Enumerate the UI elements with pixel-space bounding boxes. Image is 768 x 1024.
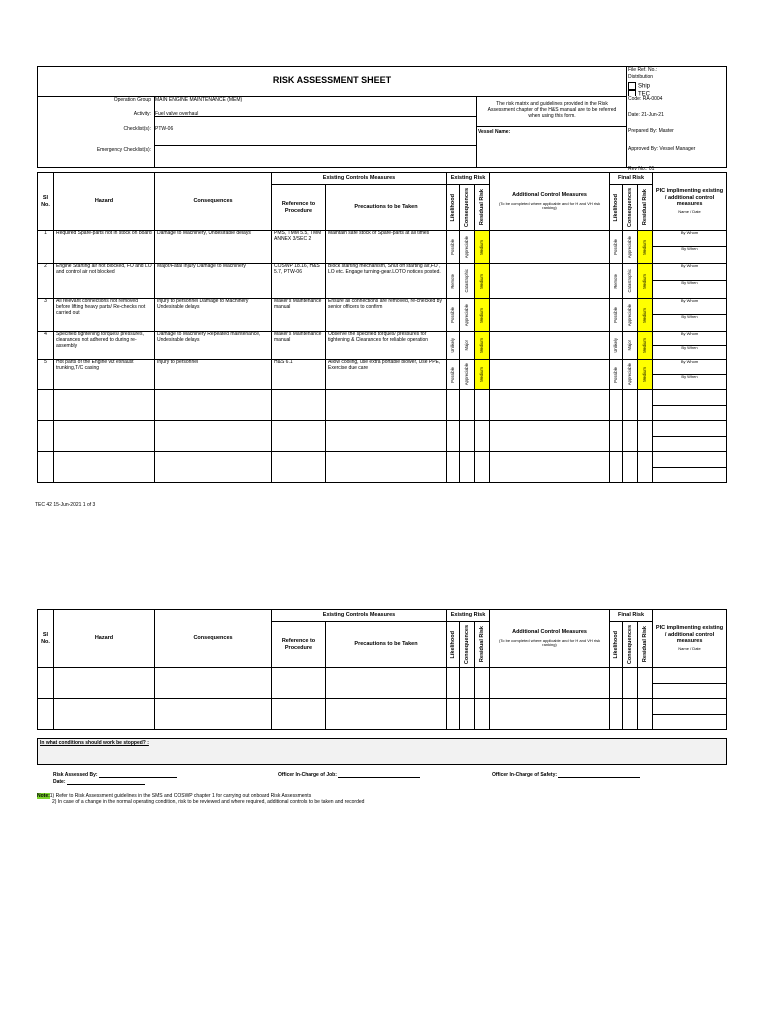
additional-controls-header: Additional Control Measures (To be completed where applicable and for H and VH risk ranking) xyxy=(490,173,610,231)
pic-header: PIC implimenting existing / additional control measures Name / Date xyxy=(653,610,727,668)
dist-ship[interactable]: Ship xyxy=(628,82,650,90)
risk-assessed-by: Risk Assessed By: xyxy=(53,771,177,778)
table-row: 3 All relevant connections not removed before lifting heavy parts/ Re-checks not carried out Injury to personnel Damage to Machinery Undesirable delays Maker's Maintenance manual Ensure all connections are removed, re-checked by senior officers to confirm Possible Appreciable Medium Possible Appreciable Medium By Whom By When xyxy=(38,299,727,332)
table-row: 1 Required Spare-parts not in stock on board Damage to Machinery, Undesirable delays PMS, TMM 5.5, TMM ANNEX 3/SEC 2 Maintain safe stock of Spare-parts at all times Possible Appreciable Medium Possible Appreciable Medium By Whom By When xyxy=(38,231,727,264)
operation-group-label: Operation Group xyxy=(113,97,151,103)
precautions-header: Precautions to be Taken xyxy=(326,622,447,668)
operation-group-value: MAIN ENGINE MAINTENANCE (MEM) xyxy=(155,97,243,103)
vessel-name-label: Vessel Name: xyxy=(478,129,511,135)
file-ref: File Ref. No.: xyxy=(628,67,658,73)
ship-checkbox[interactable] xyxy=(628,82,636,90)
note-1: 1) Refer to Risk Assessment guidelines in the SMS and COSWP chapter 1 for carrying out onboard Risk Assessments xyxy=(49,793,312,799)
pic-header: PIC implimenting existing / additional control measures Name / Date xyxy=(653,173,727,231)
final-residual-header: Residual Risk xyxy=(638,185,653,231)
guideline-note: The risk matrix and guidelines provided in the Risk Assessment chapter of the H&S manual are to be referred when using this form. xyxy=(487,101,617,119)
existing-risk-header: Existing Risk xyxy=(447,610,490,622)
table-row: 2 Engine Starting air not blocked, FO and LO and control air not blocked Major/Fatal Injury Damage to Machinery COSWP 18.16, H&S 5.7, PTW-06 Block starting mechanism, Shut off starting air,FO , LO etc. Engage turning-gear.LOTO notices posted. Remote Catastrophic Medium Remote Catastrophic Medium By Whom By When xyxy=(38,264,727,299)
sl-no-header: Sl No. xyxy=(38,610,54,668)
risk-table-continued: Sl No. Hazard Consequences Existing Controls Measures Existing Risk Additional Control Measures (To be completed where applicable and for H and VH risk ranking) Final Risk PIC implimenting existing / additional control measures Name / Date Reference to Procedure Precautions to be Taken Likelihood Consequences Residual Risk Likelihood Consequences Residual Risk xyxy=(37,609,727,730)
checklist-label: Checklist(s): xyxy=(123,126,151,132)
activity-label: Activity: xyxy=(133,111,151,117)
note-label: Note: xyxy=(37,793,50,799)
stop-conditions-box[interactable] xyxy=(37,738,727,765)
hazard-header: Hazard xyxy=(54,610,155,668)
sl-no-header: Sl No. xyxy=(38,173,54,231)
precautions-header: Precautions to be Taken xyxy=(326,185,447,231)
page-info: TEC 42 15-Jun-2021 1 of 3 xyxy=(35,502,96,508)
officer-job: Officer In-Charge of Job: xyxy=(278,771,420,778)
consequences-header: Consequences xyxy=(155,610,272,668)
reference-header: Reference to Procedure xyxy=(272,185,326,231)
final-risk-header: Final Risk xyxy=(610,610,653,622)
distribution: Distribution xyxy=(628,74,654,80)
additional-controls-header: Additional Control Measures (To be completed where applicable and for H and VH risk ranking) xyxy=(490,610,610,668)
consequences-header: Consequences xyxy=(155,173,272,231)
reference-header: Reference to Procedure xyxy=(272,622,326,668)
officer-job-field[interactable] xyxy=(338,771,420,778)
table-row: 4 Specified tightening torques/ pressures, clearances not adhered to during re-assembly Damage to Machinery Repeated maintenance, Undesirable delays Maker's Maintenance manual Observe the specified torques/ pressures for tightening & Clearances for reliable operation Unlikely Major Medium Unlikely Major Medium By Whom By When xyxy=(38,332,727,360)
hazard-header: Hazard xyxy=(54,173,155,231)
final-likelihood-header: Likelihood xyxy=(610,185,623,231)
residual-risk-header: Residual Risk xyxy=(475,185,490,231)
existing-controls-header: Existing Controls Measures xyxy=(272,610,447,622)
date-sign: Date: xyxy=(53,778,145,785)
approved-by: Approved By: Vessel Manager xyxy=(628,146,696,152)
officer-safety: Officer In-Charge of Safety: xyxy=(492,771,640,778)
table-row xyxy=(38,452,727,483)
date-field[interactable] xyxy=(67,778,145,785)
final-consequence-header: Consequences xyxy=(623,185,638,231)
note-2: 2) In case of a change in the normal operating condition, risk to be reviewed and where required, additional controls to be taken and recorded xyxy=(52,799,365,805)
rev-no: Rev No.: 01 xyxy=(628,166,655,172)
table-row: 5 Hot parts of the Engine viz exhaust trunking,T/C casing Injury to personnel H&S 6.1 Allow cooling, use extra portable blower, Use PPE, Exercise due care Possible Appreciable Medium Possible Appreciable Medium By Whom By When xyxy=(38,360,727,390)
final-risk-header: Final Risk xyxy=(610,173,653,185)
risk-table xyxy=(37,172,727,483)
page-title: RISK ASSESSMENT SHEET xyxy=(272,75,392,85)
table-row xyxy=(38,668,727,699)
header-block xyxy=(37,66,727,172)
prepared-by: Prepared By: Master xyxy=(628,128,674,134)
existing-risk-header: Existing Risk xyxy=(447,173,490,185)
table-row xyxy=(38,699,727,730)
consequence-col-header: Consequences xyxy=(460,185,475,231)
code: Code: RA-0004 xyxy=(628,96,663,102)
dist-tec[interactable]: TEC xyxy=(628,90,650,96)
table-row xyxy=(38,390,727,421)
risk-assessed-by-field[interactable] xyxy=(99,771,177,778)
emergency-checklist-label: Emergency Checklist(s): xyxy=(96,147,151,153)
stop-conditions-question: In what conditions should work be stopped? : xyxy=(40,740,149,746)
existing-controls-header: Existing Controls Measures xyxy=(272,173,447,185)
date: Date: 21-Jun-21 xyxy=(628,112,664,118)
officer-safety-field[interactable] xyxy=(558,771,640,778)
activity-value: Fuel valve overhaul xyxy=(155,111,199,117)
likelihood-header: Likelihood xyxy=(447,185,460,231)
notes xyxy=(37,793,364,805)
checklist-value: PTW-06 xyxy=(155,126,174,132)
table-row xyxy=(38,421,727,452)
